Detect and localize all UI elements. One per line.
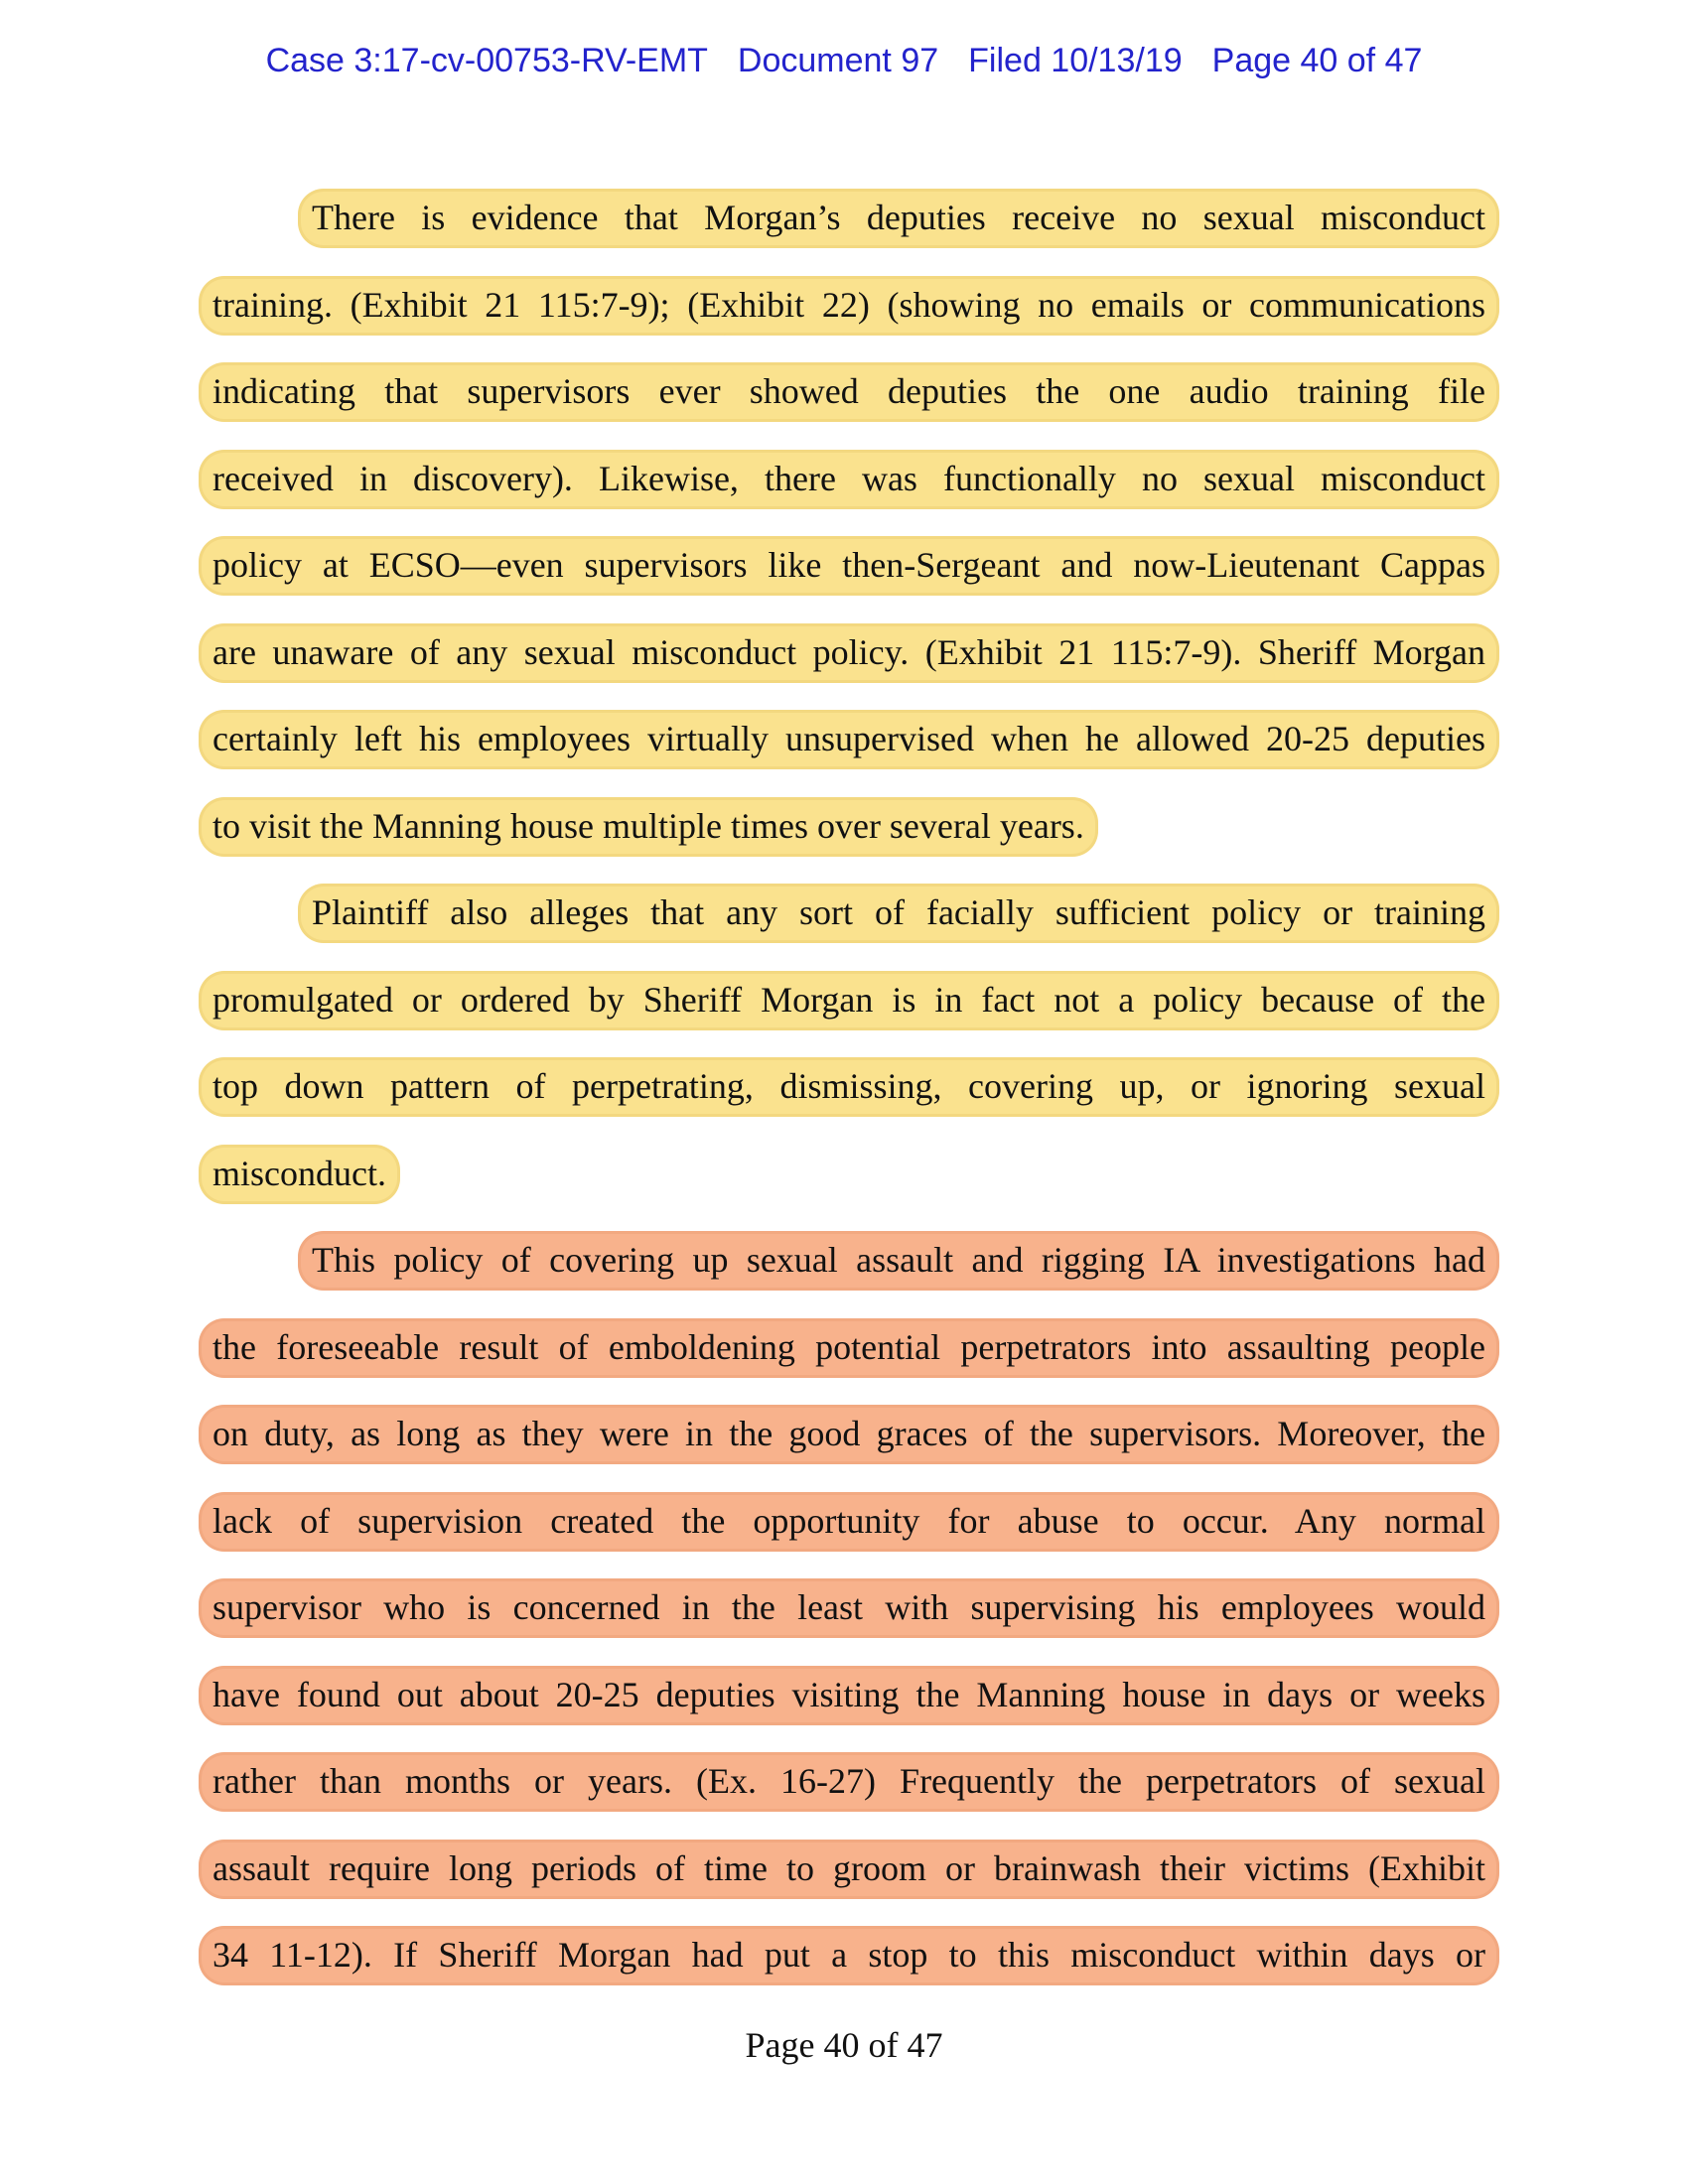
highlighted-text-yellow: received in discovery). Likewise, there was functionally no sexual misconduct bbox=[199, 450, 1499, 509]
highlighted-text-yellow: policy at ECSO—even supervisors like then-Sergeant and now-Lieutenant Cappas bbox=[199, 536, 1499, 596]
text-line bbox=[199, 696, 1499, 783]
highlighted-text-yellow: certainly left his employees virtually unsupervised when he allowed 20-25 deputies bbox=[199, 710, 1499, 769]
document-body bbox=[199, 175, 1499, 1999]
highlighted-text-yellow: are unaware of any sexual misconduct policy. (Exhibit 21 115:7-9). Sheriff Morgan bbox=[199, 623, 1499, 683]
highlighted-text-yellow: There is evidence that Morgan’s deputies receive no sexual misconduct bbox=[298, 189, 1499, 248]
highlighted-text-yellow: misconduct. bbox=[199, 1145, 400, 1204]
document-number: Document 97 bbox=[737, 42, 939, 79]
header-page-number: Page 40 of 47 bbox=[1211, 42, 1423, 79]
highlighted-text-yellow: Plaintiff also alleges that any sort of facially sufficient policy or training bbox=[298, 884, 1499, 943]
highlighted-text-yellow: indicating that supervisors ever showed deputies the one audio training file bbox=[199, 362, 1499, 422]
text-line bbox=[199, 1738, 1499, 1826]
highlighted-text-yellow: top down pattern of perpetrating, dismissing, covering up, or ignoring sexual bbox=[199, 1057, 1499, 1117]
text-line bbox=[199, 1826, 1499, 1913]
highlighted-text-yellow: to visit the Manning house multiple times over several years. bbox=[199, 797, 1098, 857]
highlighted-text-orange: rather than months or years. (Ex. 16-27) Frequently the perpetrators of sexual bbox=[199, 1752, 1499, 1812]
highlighted-text-orange: 34 11-12). If Sheriff Morgan had put a stop to this misconduct within days or bbox=[199, 1926, 1499, 1985]
text-line bbox=[199, 1652, 1499, 1739]
text-line bbox=[199, 1217, 1499, 1304]
text-line bbox=[199, 783, 1499, 871]
highlighted-text-orange: on duty, as long as they were in the good graces of the supervisors. Moreover, the bbox=[199, 1405, 1499, 1464]
highlighted-text-orange: lack of supervision created the opportunity for abuse to occur. Any normal bbox=[199, 1492, 1499, 1552]
text-line bbox=[199, 1131, 1499, 1218]
highlighted-text-orange: supervisor who is concerned in the least with supervising his employees would bbox=[199, 1578, 1499, 1638]
highlighted-text-orange: assault require long periods of time to groom or brainwash their victims (Exhibit bbox=[199, 1840, 1499, 1899]
highlighted-text-orange: the foreseeable result of emboldening potential perpetrators into assaulting people bbox=[199, 1318, 1499, 1378]
text-line bbox=[199, 522, 1499, 610]
text-line bbox=[199, 1391, 1499, 1478]
highlighted-text-orange: This policy of covering up sexual assault and rigging IA investigations had bbox=[298, 1231, 1499, 1291]
text-line bbox=[199, 262, 1499, 349]
text-line bbox=[199, 1043, 1499, 1131]
text-line bbox=[199, 957, 1499, 1044]
text-line bbox=[199, 1565, 1499, 1652]
text-line bbox=[199, 348, 1499, 436]
text-line bbox=[199, 175, 1499, 262]
text-line bbox=[199, 1304, 1499, 1392]
court-stamp-header bbox=[0, 42, 1688, 79]
filed-date: Filed 10/13/19 bbox=[968, 42, 1183, 79]
highlighted-text-yellow: training. (Exhibit 21 115:7-9); (Exhibit 22) (showing no emails or communications bbox=[199, 276, 1499, 336]
text-line bbox=[199, 436, 1499, 523]
text-line bbox=[199, 870, 1499, 957]
text-line bbox=[199, 610, 1499, 697]
highlighted-text-orange: have found out about 20-25 deputies visiting the Manning house in days or weeks bbox=[199, 1666, 1499, 1725]
text-line bbox=[199, 1478, 1499, 1566]
text-line bbox=[199, 1912, 1499, 1999]
case-number: Case 3:17-cv-00753-RV-EMT bbox=[265, 42, 708, 79]
footer-page-label: Page 40 of 47 bbox=[745, 2025, 943, 2065]
page-footer bbox=[0, 2015, 1688, 2075]
highlighted-text-yellow: promulgated or ordered by Sheriff Morgan is in fact not a policy because of the bbox=[199, 971, 1499, 1030]
